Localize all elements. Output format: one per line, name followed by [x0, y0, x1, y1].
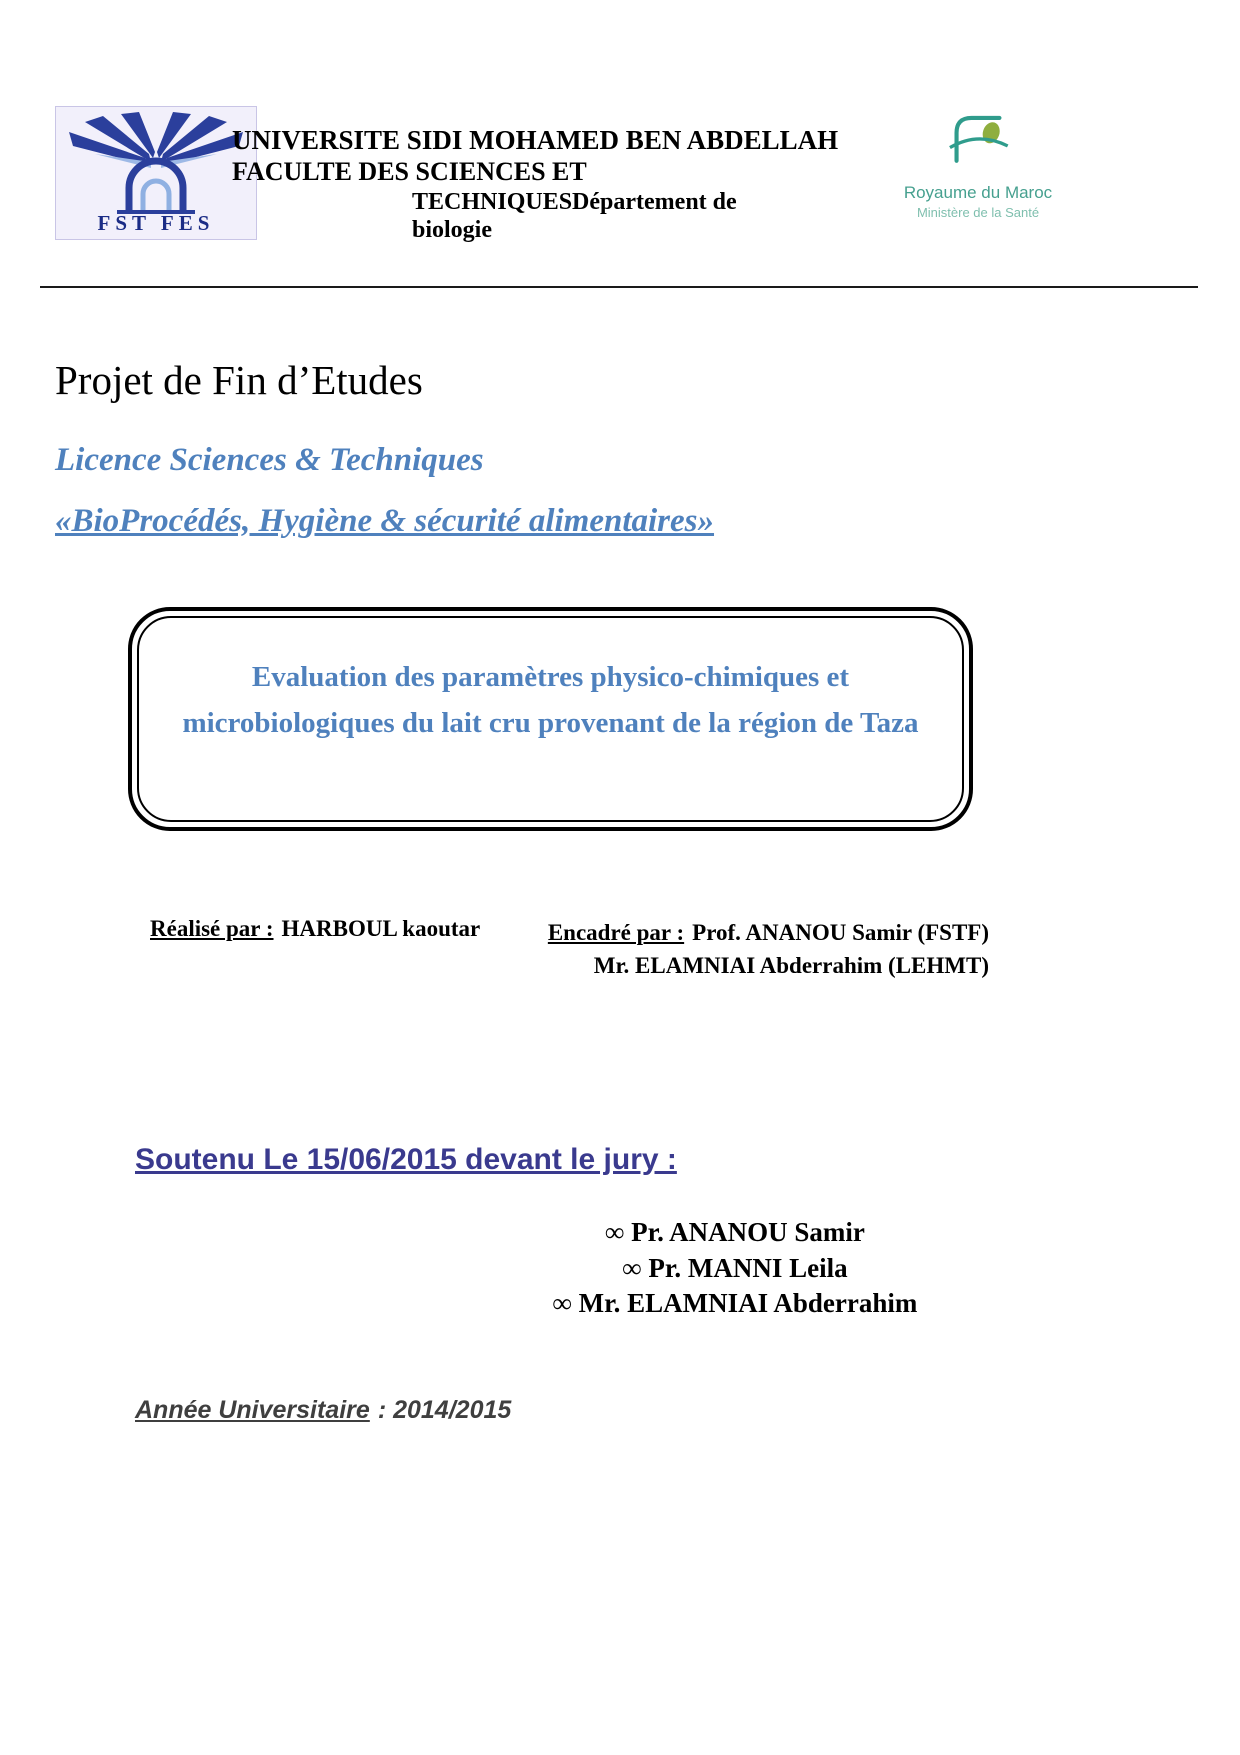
academic-year-value: : 2014/2015	[377, 1396, 512, 1424]
jury-member: ∞ Pr. MANNI Leila	[622, 1252, 848, 1283]
thesis-title-box-inner	[137, 616, 964, 822]
encadre-par-label: Encadré par :	[547, 920, 685, 945]
ministry-name-label: Ministère de la Santé	[916, 205, 1040, 220]
academic-year-line	[135, 1396, 511, 1425]
supervisor-name-2: Mr. ELAMNIAI Abderrahim (LEHMT)	[593, 953, 989, 979]
university-header	[232, 124, 882, 245]
supervisor-name-1: Prof. ANANOU Samir (FSTF)	[692, 920, 989, 945]
faculty-name-line2: TECHNIQUESDépartement de	[412, 188, 737, 215]
supervisor-line-2	[527, 949, 989, 982]
department-name: biologie	[412, 217, 493, 244]
university-name: UNIVERSITE SIDI MOHAMED BEN ABDELLAH	[232, 125, 839, 155]
jury-member: ∞ Mr. ELAMNIAI Abderrahim	[552, 1288, 918, 1319]
encadre-par-block	[527, 916, 989, 983]
page-title: Evaluation des paramètres physico-chimiques et microbiologiques du lait cru provenant de la région de Taza	[182, 661, 919, 740]
ministry-logo	[893, 108, 1063, 220]
academic-year-label: Année Universitaire	[135, 1396, 370, 1424]
fst-logo-label: FST FES	[97, 211, 215, 235]
header-divider	[40, 286, 1198, 288]
realise-par-label: Réalisé par :	[150, 916, 274, 941]
document-type-title: Projet de Fin d’Etudes	[55, 357, 423, 403]
fst-logo	[55, 106, 257, 240]
realise-par-block	[150, 916, 480, 942]
supervisor-line-1	[527, 916, 989, 949]
author-name: HARBOUL kaoutar	[281, 916, 481, 941]
specialty-title: «BioProcédés, Hygiène & sécurité alimentaires»	[55, 503, 715, 539]
jury-member: ∞ Pr. ANANOU Samir	[605, 1217, 865, 1247]
faculty-name-line1: FACULTE DES SCIENCES ET	[232, 157, 587, 187]
ministry-country-label: Royaume du Maroc	[903, 183, 1053, 202]
thesis-title-box	[128, 607, 973, 831]
jury-list	[540, 1215, 930, 1322]
defense-date-heading: Soutenu Le 15/06/2015 devant le jury :	[135, 1143, 677, 1176]
degree-title: Licence Sciences & Techniques	[55, 442, 484, 478]
ministry-symbol-icon	[945, 108, 1011, 174]
